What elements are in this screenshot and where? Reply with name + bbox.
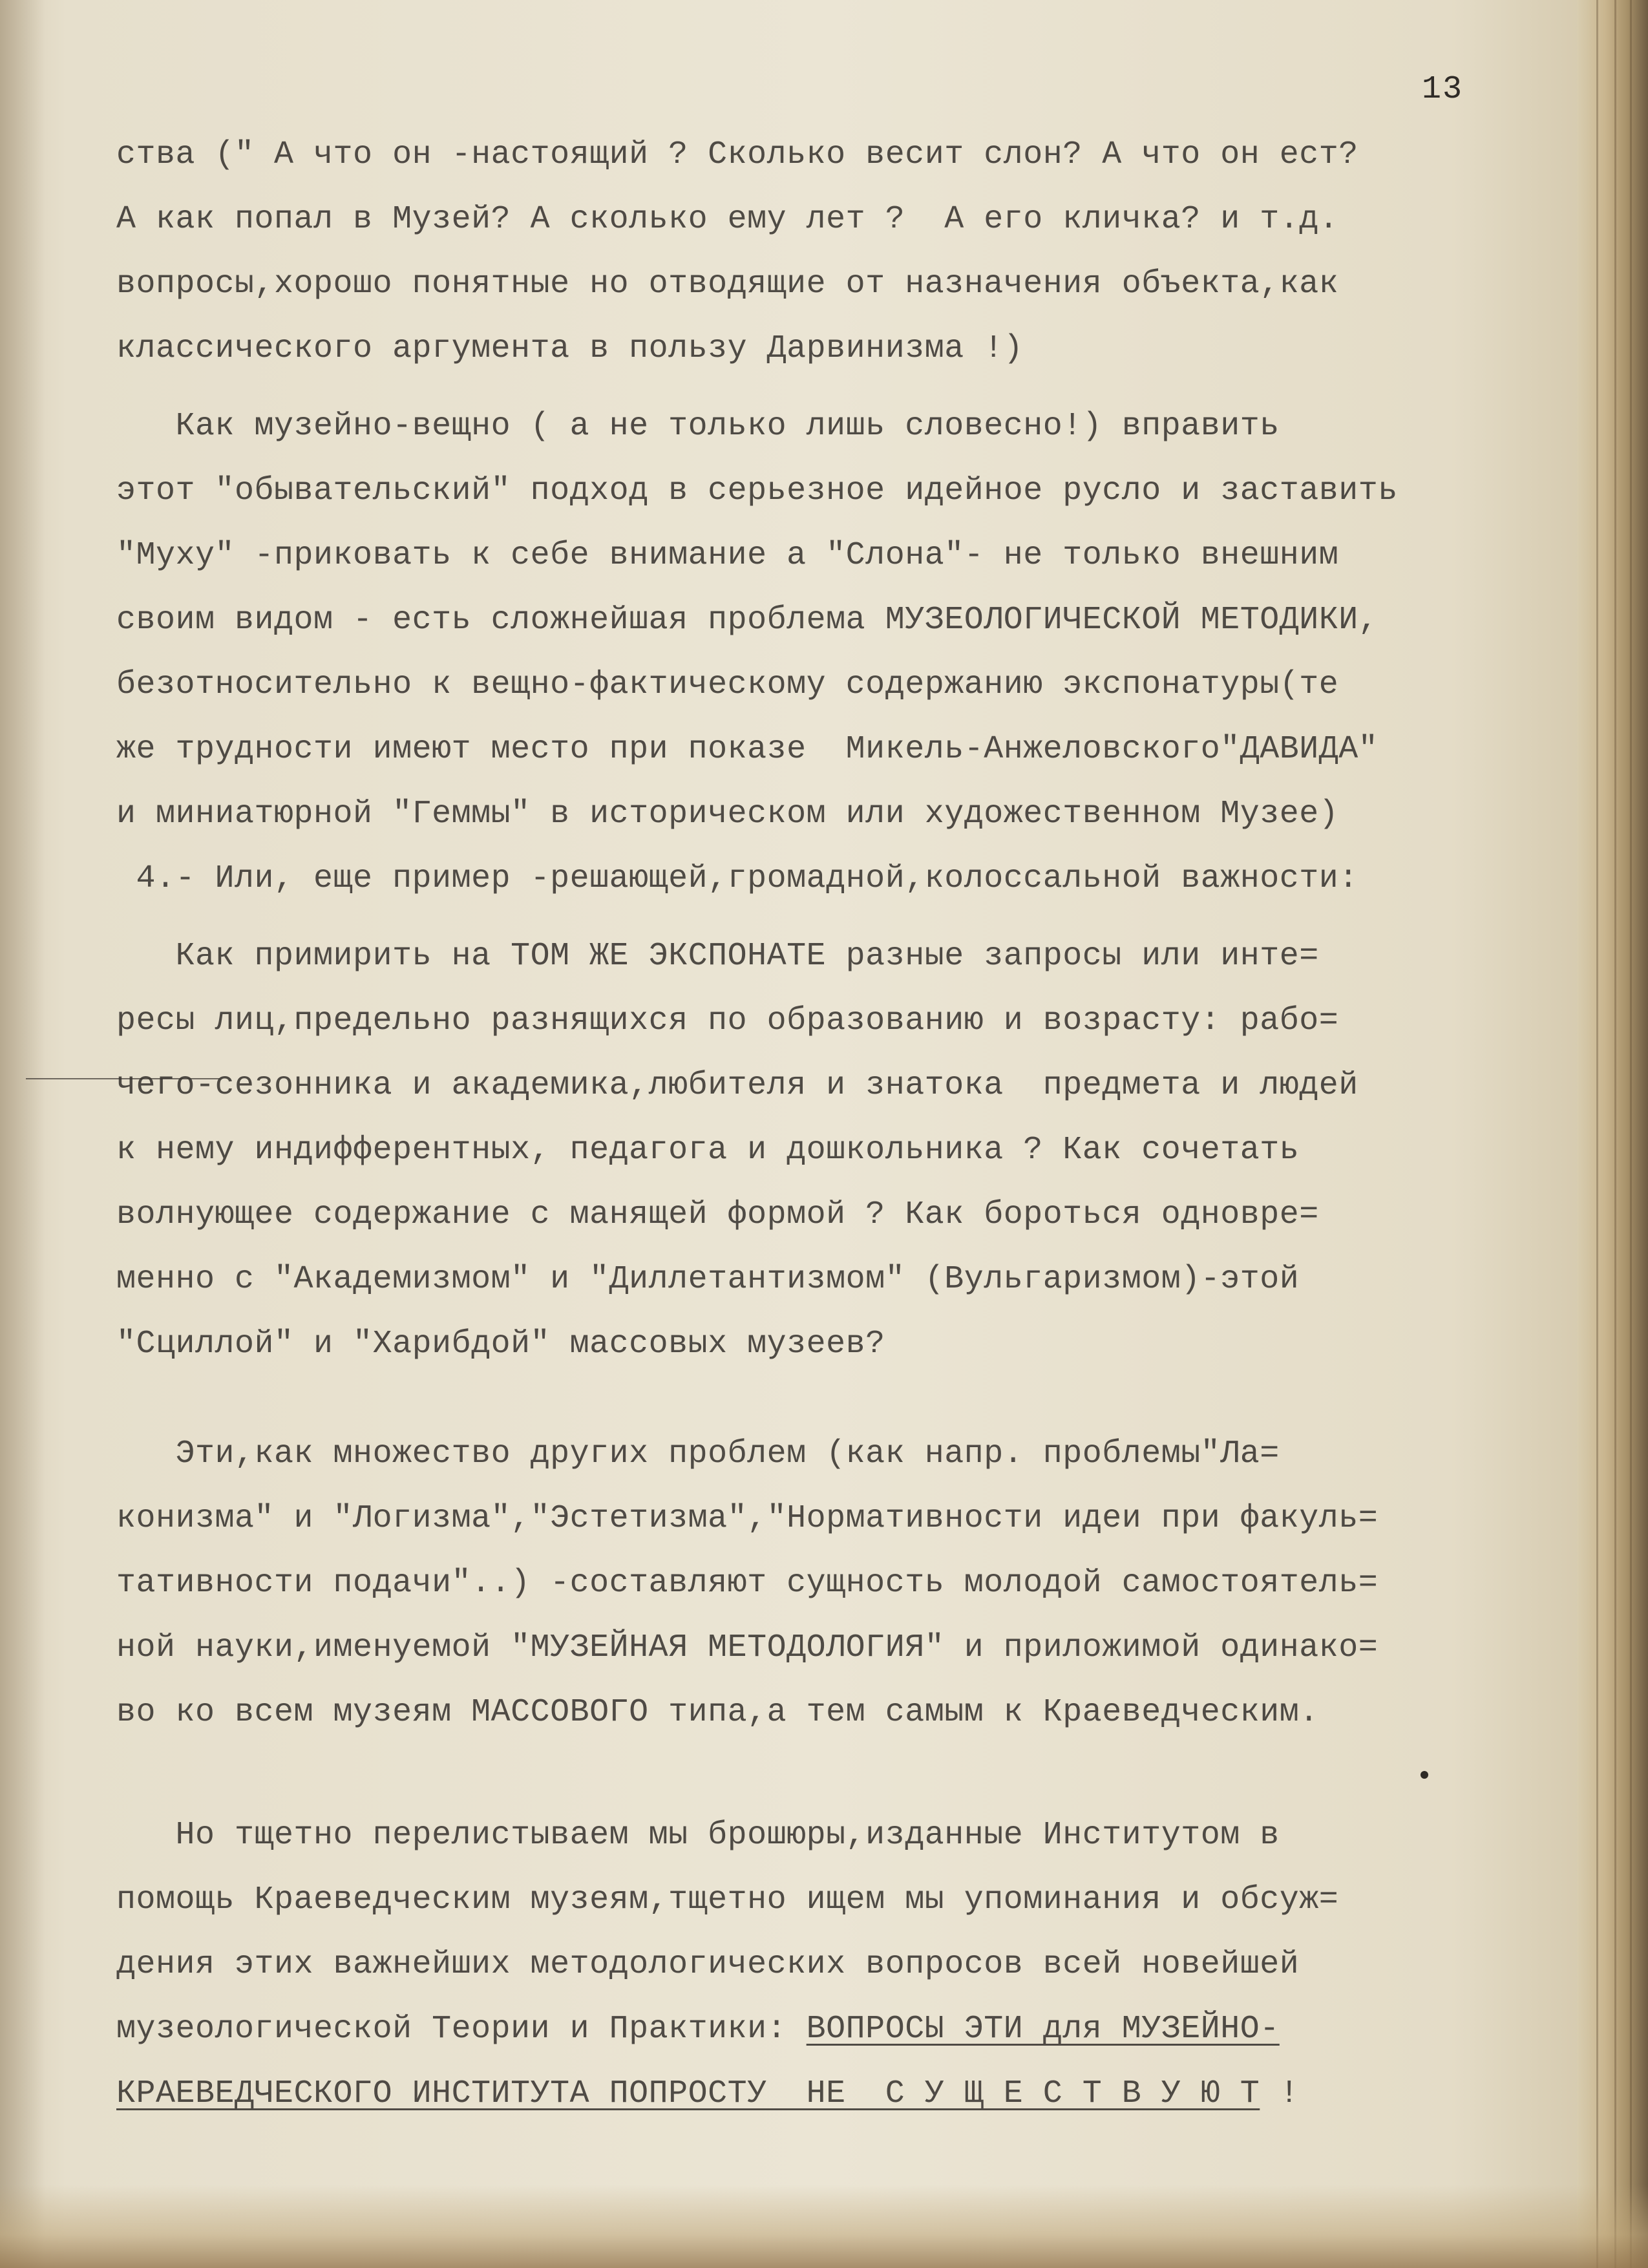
- text-line: чего-сезонника и академика,любителя и знатока предмета и людей: [116, 1067, 1358, 1104]
- text-line: "Муху" -приковать к себе внимание а "Слона"- не только внешним: [116, 537, 1339, 574]
- page-edge-line: [1630, 0, 1632, 2268]
- text-line: помощь Краеведческим музеям,тщетно ищем мы упоминания и обсуж=: [116, 1881, 1339, 1918]
- text-line: [116, 2075, 1299, 2114]
- text-line: ной науки,именуемой "МУЗЕЙНАЯ МЕТОДОЛОГИЯ" и приложимой одинако=: [116, 1629, 1379, 1666]
- text-line: "Сциллой" и "Харибдой" массовых музеев?: [116, 1326, 885, 1362]
- text-line: [116, 2010, 1280, 2049]
- text-line: тативности подачи"..) -составляют сущность молодой самостоятель=: [116, 1565, 1379, 1602]
- binding-shadow: [0, 0, 45, 2268]
- page-edge-line: [1596, 0, 1598, 2268]
- text-line: конизма" и "Логизма","Эстетизма","Нормативности идеи при факуль=: [116, 1500, 1379, 1537]
- text-line: к нему индифферентных, педагога и дошкольника ? Как сочетать: [116, 1132, 1300, 1169]
- underlined-text: КРАЕВЕДЧЕСКОГО ИНСТИТУТА ПОПРОСТУ НЕ С У Щ Е С Т В У Ю Т: [116, 2075, 1260, 2112]
- page-number: 13: [1422, 71, 1464, 108]
- text-line: же трудности имеют место при показе Микель-Анжеловского"ДАВИДА": [116, 731, 1379, 768]
- text-line: этот "обывательский" подход в серьезное идейное русло и заставить: [116, 472, 1398, 509]
- text-line: во ко всем музеям МАССОВОГО типа,а тем самым к Краеведческим.: [116, 1694, 1319, 1731]
- underlined-text: ВОПРОСЫ ЭТИ для МУЗЕЙНО-: [806, 2011, 1280, 2048]
- text-line: менно с "Академизмом" и "Диллетантизмом" (Вульгаризмом)-этой: [116, 1261, 1300, 1298]
- worn-bottom-edge: [0, 2185, 1648, 2268]
- text-segment: !: [1260, 2075, 1300, 2112]
- text-line: Но тщетно перелистываем мы брошюры,изданные Институтом в: [116, 1817, 1280, 1854]
- text-line: 4.- Или, еще пример -решающей,громадной,колоссальной важности:: [116, 860, 1358, 897]
- page-edge-line: [1614, 0, 1616, 2268]
- text-line: Как примирить на ТОМ ЖЕ ЭКСПОНАТЕ разные запросы или инте=: [116, 938, 1319, 975]
- stacked-page-edges: [1577, 0, 1648, 2268]
- text-line: Эти,как множество других проблем (как напр. проблемы"Ла=: [116, 1436, 1280, 1472]
- text-line: волнующее содержание с манящей формой ? Как бороться одновре=: [116, 1196, 1319, 1233]
- text-segment: музеологической Теории и Практики:: [116, 2011, 807, 2048]
- text-line: классического аргумента в пользу Дарвинизма !): [116, 330, 1024, 367]
- ink-dot: [1421, 1771, 1428, 1779]
- text-line: Как музейно-вещно ( а не только лишь словесно!) вправить: [116, 408, 1280, 445]
- text-line: и миниатюрной "Геммы" в историческом или художественном Музее): [116, 796, 1339, 832]
- text-line: вопросы,хорошо понятные но отводящие от назначения объекта,как: [116, 266, 1339, 302]
- text-line: ства (" А что он -настоящий ? Сколько весит слон? А что он ест?: [116, 136, 1358, 173]
- text-line: безотносительно к вещно-фактическому содержанию экспонатуры(те: [116, 666, 1339, 703]
- text-line: своим видом - есть сложнейшая проблема МУЗЕОЛОГИЧЕСКОЙ МЕТОДИКИ,: [116, 602, 1379, 639]
- text-line: А как попал в Музей? А сколько ему лет ? А его кличка? и т.д.: [116, 201, 1339, 238]
- text-line: дения этих важнейших методологических вопросов всей новейшей: [116, 1946, 1300, 1983]
- text-line: ресы лиц,предельно разнящихся по образованию и возрасту: рабо=: [116, 1002, 1339, 1039]
